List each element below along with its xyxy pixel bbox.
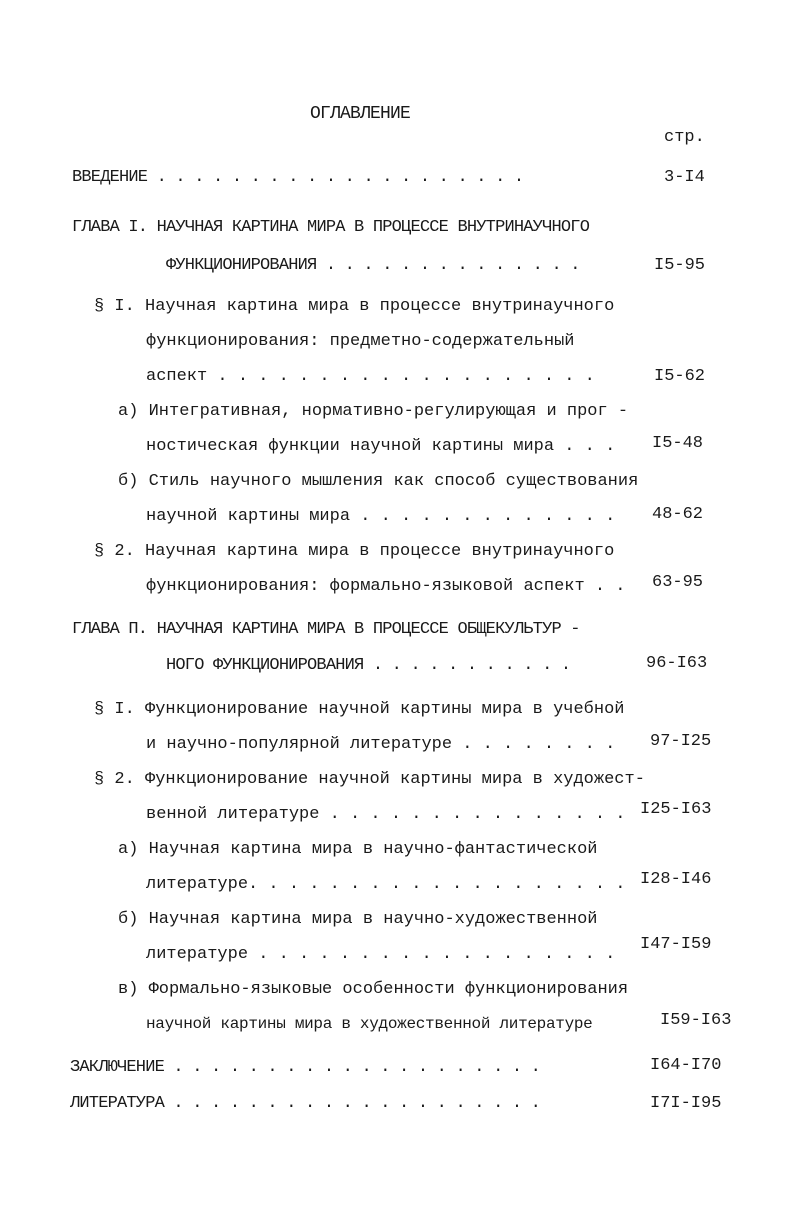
toc-entry-subsection-2c-cont: научной картины мира в художественной литературе (146, 1015, 593, 1033)
toc-entry-subsection-2a[interactable]: а) Научная картина мира в научно-фантастической (118, 840, 598, 859)
page-number: 96-I63 (646, 654, 708, 673)
toc-entry-section-1-2-cont: функционирования: формально-языковой аспект . . (146, 577, 626, 596)
toc-entry-subsection-b-cont: научной картины мира . . . . . . . . . . . . . (146, 507, 616, 526)
page-number: I64-I70 (650, 1056, 722, 1075)
toc-entry-section-1-1[interactable]: § I. Научная картина мира в процессе внутринаучного (94, 297, 615, 316)
toc-entry-subsection-2a-cont: литературе. . . . . . . . . . . . . . . . . . . (146, 875, 626, 894)
toc-entry-chapter-2[interactable]: ГЛАВА П. НАУЧНАЯ КАРТИНА МИРА В ПРОЦЕССЕ ОБЩЕКУЛЬТУР - (72, 620, 580, 639)
page-number: I5-95 (654, 256, 706, 275)
toc-entry-section-2-2-cont: венной литературе . . . . . . . . . . . . . . . (146, 805, 626, 824)
page-number: I5-48 (652, 434, 704, 453)
page-number: I5-62 (654, 367, 706, 386)
page-number: I47-I59 (640, 935, 712, 954)
page-number: 63-95 (652, 573, 704, 592)
toc-entry-subsection-2b[interactable]: б) Научная картина мира в научно-художественной (118, 910, 598, 929)
toc-entry-section-1-2[interactable]: § 2. Научная картина мира в процессе внутринаучного (94, 542, 615, 561)
toc-entry-chapter-1[interactable]: ГЛАВА I. НАУЧНАЯ КАРТИНА МИРА В ПРОЦЕССЕ ВНУТРИНАУЧНОГО (72, 218, 590, 237)
page-number: 97-I25 (650, 732, 712, 751)
toc-entry-subsection-2c[interactable]: в) Формально-языковые особенности функционирования (118, 980, 629, 999)
toc-entry-section-2-2[interactable]: § 2. Функционирование научной картины мира в художест- (94, 770, 645, 789)
toc-entry-subsection-2b-cont: литературе . . . . . . . . . . . . . . . . . . (146, 945, 616, 964)
toc-entry-introduction[interactable]: ВВЕДЕНИЕ . . . . . . . . . . . . . . . . . . . . (72, 168, 524, 187)
toc-entry-section-1-1-cont: функционирования: предметно-содержательный (146, 332, 575, 351)
toc-entry-chapter-1-cont: ФУНКЦИОНИРОВАНИЯ . . . . . . . . . . . . . . (166, 256, 580, 275)
page-number: I28-I46 (640, 870, 712, 889)
toc-entry-section-2-1[interactable]: § I. Функционирование научной картины мира в учебной (94, 700, 625, 719)
page-number: I59-I63 (660, 1011, 732, 1030)
toc-entry-section-2-1-cont: и научно-популярной литературе . . . . . . . . (146, 735, 616, 754)
page-number: I7I-I95 (650, 1094, 722, 1113)
toc-entry-subsection-a-cont: ностическая функции научной картины мира . . . (146, 437, 616, 456)
page-column-label: стр. (664, 128, 705, 147)
toc-entry-section-1-1-cont: аспект . . . . . . . . . . . . . . . . . . . (146, 367, 595, 386)
toc-entry-chapter-2-cont: НОГО ФУНКЦИОНИРОВАНИЯ . . . . . . . . . . . (166, 656, 571, 675)
toc-entry-bibliography[interactable]: ЛИТЕРАТУРА . . . . . . . . . . . . . . . . . . . . (70, 1094, 541, 1113)
toc-entry-subsection-a[interactable]: а) Интегративная, нормативно-регулирующая и прог - (118, 402, 629, 421)
page-title: ОГЛАВЛЕНИЕ (309, 104, 411, 124)
page-number: I25-I63 (640, 800, 712, 819)
page-number: 3-I4 (664, 168, 705, 187)
page-number: 48-62 (652, 505, 704, 524)
toc-entry-subsection-b[interactable]: б) Стиль научного мышления как способ существования (118, 472, 639, 491)
toc-entry-conclusion[interactable]: ЗАКЛЮЧЕНИЕ . . . . . . . . . . . . . . . . . . . . (70, 1058, 541, 1077)
